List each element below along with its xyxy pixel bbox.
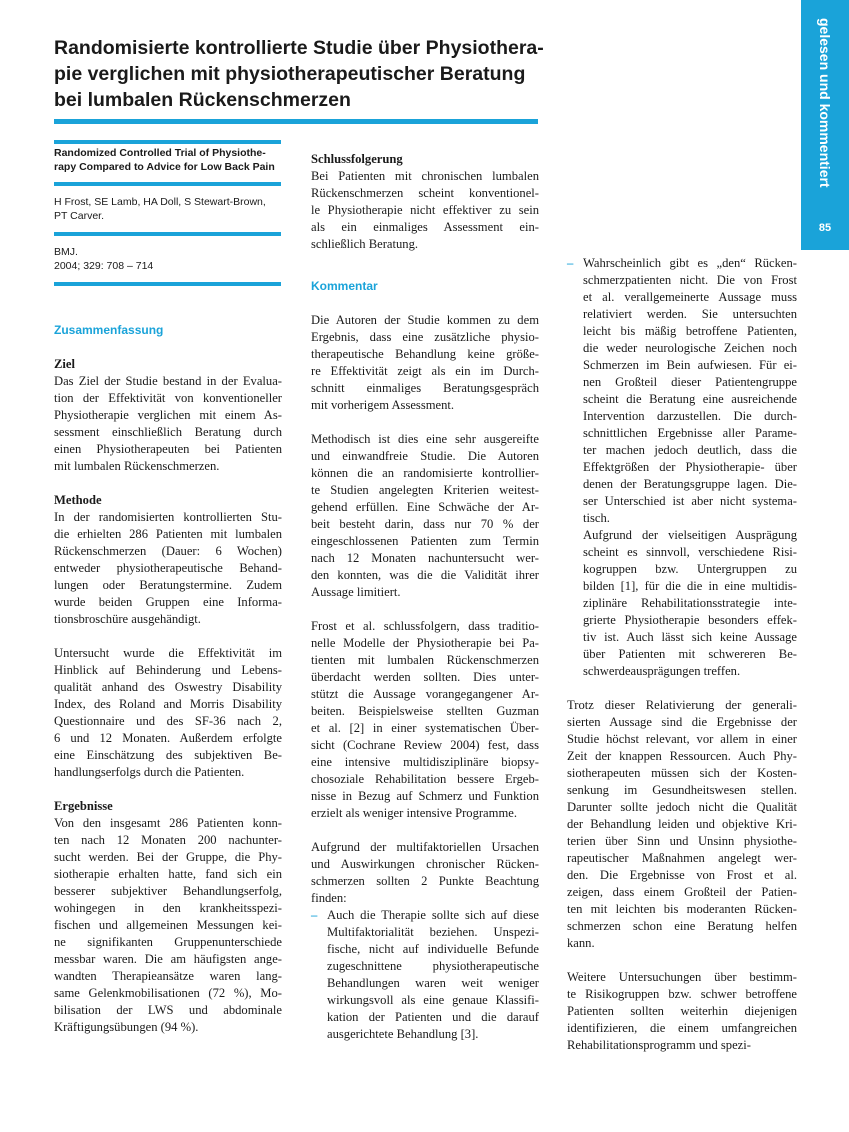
methode-paragraph	[54, 509, 282, 628]
text-line: als ein einmaliges Assessment ein-	[311, 220, 539, 234]
text-line: le Physiotherapie nicht effektiver zu sein	[311, 203, 539, 217]
schlussfolgerung-paragraph	[311, 168, 539, 253]
text-line: gehend erfüllen. Eine Schwäche der Ar-	[311, 500, 539, 514]
methode-heading: Methode	[54, 493, 102, 507]
column-1	[54, 322, 282, 1036]
text-line: erzielt als weniger intensive Programme.	[311, 806, 517, 820]
text-line: In der randomisierten kontrollierten Stu-	[54, 510, 282, 524]
text-line: Das Ziel der Studie bestand in der Evalua-	[54, 374, 282, 388]
text-line: rapeutischer Maßnahmen angelegt wer-	[567, 851, 797, 865]
text-line: Rehabilitationsprogramm und spezi-	[567, 1038, 751, 1052]
text-line: lungen oder Beratungstermine. Zudem	[54, 578, 282, 592]
text-line: schnittlichen Ergebnisse aller Parame-	[583, 426, 797, 440]
kommentar-paragraph-4	[311, 839, 539, 907]
text-line: Physiotherapie verglichen mit einem As-	[54, 408, 282, 422]
bullet-2-continuation	[583, 527, 797, 680]
text-line: rapy Compared to Advice for Low Back Pain	[54, 161, 275, 173]
text-line: re Effektivität zeigt als ein im Durch-	[311, 364, 539, 378]
text-line: ten mit leichten bis moderanten Rücken-	[567, 902, 797, 916]
text-line: Von den insgesamt 286 Patienten konn-	[54, 816, 282, 830]
text-line: tiv ist. Auch lässt sich keine Aussage	[583, 630, 797, 644]
text-line: tisch.	[583, 511, 610, 525]
text-line: die weder neurologische Zeichen noch	[583, 341, 797, 355]
text-line: Schmerzen im Bein aufwiesen. Für ei-	[583, 358, 797, 372]
text-line: 6 und 12 Monaten. Außerdem erfolgte	[54, 731, 282, 745]
text-line: nach 12 Monaten nachuntersucht wer-	[311, 551, 539, 565]
bullet-dash: –	[311, 908, 318, 922]
authors	[54, 195, 284, 223]
text-line: ten nach 12 Monaten 200 nachunter-	[54, 833, 282, 847]
text-line: ne signifikanten Gruppenunterschiede	[54, 935, 282, 949]
article-title	[54, 35, 554, 113]
text-line: chosoziale Rehabilitation bessere Ergeb-	[311, 772, 539, 786]
text-line: te Studien angelegten Kriterien weitest-	[311, 483, 539, 497]
text-line: die erhielten 286 Patienten mit lumbalen	[54, 527, 282, 541]
text-line: tienten mit lumbalen Rückenschmerzen	[311, 653, 539, 667]
text-line: und einwandfreie Studie. Die Autoren	[311, 449, 539, 463]
text-line: Frost et al. schlussfolgern, dass traditio-	[311, 619, 539, 633]
text-line: Effektgrößen der Physiotherapie- über	[583, 460, 797, 474]
text-line: tionsbroschüre ausgehändigt.	[54, 612, 201, 626]
text-line: ausgerichtete Behandlung [3].	[327, 1027, 479, 1041]
text-line: tion der Effektivität von konventioneller	[54, 391, 282, 405]
bullet-item-1	[311, 907, 539, 1043]
text-line: te Risikogruppen bzw. schwer betroffene	[567, 987, 797, 1001]
section-label: gelesen und kommentiert	[817, 18, 833, 188]
text-line: PT Carver.	[54, 210, 104, 222]
english-title	[54, 146, 284, 174]
text-line: stützt die Aussage vorangegangener Ar-	[311, 687, 539, 701]
text-line: nen Großteil dieser Patientengruppe	[583, 375, 797, 389]
text-line: Hinblick auf Behinderung und Lebens-	[54, 663, 282, 677]
text-line: schmerzpatienten nicht. Die von Frost	[583, 273, 797, 287]
text-line: überdacht werden sollten. Dies unter-	[311, 670, 539, 684]
text-line: pie verglichen mit physiotherapeutischer Beratung	[54, 63, 526, 85]
text-line: entweder physiotherapeutische Behand-	[54, 561, 282, 575]
text-line: den. Die Ergebnisse von Frost et al.	[567, 868, 797, 882]
text-line: Intervention darzustellen. Die durch-	[583, 409, 797, 423]
meta-rule-3	[54, 232, 281, 236]
ziel-heading: Ziel	[54, 357, 75, 371]
text-line: sessment einschließlich Beratung durch	[54, 425, 282, 439]
text-line: eingeschlossenen Patienten zum Termin	[311, 534, 539, 548]
kommentar-paragraph-3	[311, 618, 539, 822]
text-line: Wahrscheinlich gibt es „den“ Rücken-	[583, 256, 797, 270]
kommentar-paragraph-5	[567, 697, 797, 952]
bullet-item-2	[567, 255, 797, 680]
text-line: relativiert werden. Sie untersuchten	[583, 307, 797, 321]
text-line: Auch die Therapie sollte sich auf diese	[327, 908, 539, 922]
text-line: Patienten sollten weiterhin diejenigen	[567, 1004, 797, 1018]
summary-heading: Zusammenfassung	[54, 323, 164, 337]
text-line: Rückenschmerzen scheint konventionel-	[311, 186, 539, 200]
text-line: ziplinäre Rehabilitationsstrategie inte-	[583, 596, 797, 610]
text-line: den konnten, was die die Validität ihrer	[311, 568, 539, 582]
text-line: identifizieren, die einem umfangreichen	[567, 1021, 797, 1035]
ergebnisse-paragraph	[54, 815, 282, 1036]
text-line: wohingegen in den krankheitsspezi-	[54, 901, 282, 915]
text-line: handlungserfolgs durch die Patienten.	[54, 765, 245, 779]
text-line: eine Einschätzung des subjektiven Be-	[54, 748, 282, 762]
ziel-paragraph	[54, 373, 282, 475]
text-line: sierten Aussage sind die Ergebnisse der	[567, 715, 797, 729]
text-line: mit vorherigem Assessment.	[311, 398, 455, 412]
text-line: Darunter sollte jedoch nicht die Qualität	[567, 800, 797, 814]
text-line: kogruppen bzw. Untergruppen zu	[583, 562, 797, 576]
text-line: Randomisierte kontrollierte Studie über Physiothera-	[54, 37, 544, 59]
text-line: der Behandlung leiden und objektive Kri-	[567, 817, 797, 831]
text-line: Behandlungen waren weit weniger	[327, 976, 539, 990]
text-line: 2004; 329: 708 – 714	[54, 260, 154, 272]
title-rule	[54, 119, 538, 124]
text-line: schmerzen sollten 2 Punkte Beachtung	[311, 874, 539, 888]
ergebnisse-heading: Ergebnisse	[54, 799, 113, 813]
section-side-tab	[801, 0, 849, 250]
column-2	[311, 151, 539, 1043]
text-line: Aussage limitiert.	[311, 585, 401, 599]
bullet-1-text	[327, 907, 539, 1043]
text-line: mit lumbalen Rückenschmerzen.	[54, 459, 220, 473]
text-line: same Gelenkmobilisationen (72 %), Mo-	[54, 986, 282, 1000]
text-line: wurde beiden Gruppen eine Informa-	[54, 595, 282, 609]
text-line: et al. [2] in einer systematischen Über-	[311, 721, 539, 735]
text-line: fische, nicht auf individuelle Befunde	[327, 942, 539, 956]
text-line: zugeschnittene physiotherapeutische	[327, 959, 539, 973]
text-line: über Patienten mit schwereren Be-	[583, 647, 797, 661]
text-line: beit besteht darin, dass nur 70 % der	[311, 517, 539, 531]
text-line: Bei Patienten mit chronischen lumbalen	[311, 169, 539, 183]
meta-rule-top	[54, 140, 281, 144]
kommentar-heading: Kommentar	[311, 279, 378, 293]
text-line: Kräftigungsübungen (94 %).	[54, 1020, 199, 1034]
text-line: leicht bis mäßig betroffene Patienten,	[583, 324, 797, 338]
column-3	[567, 255, 797, 1054]
text-line: Ergebnis, dass eine zusätzliche physio-	[311, 330, 539, 344]
text-line: scheint die Beratung eine ausreichende	[583, 392, 797, 406]
text-line: wirkungsvoll als eine genaue Klassifi-	[327, 993, 539, 1007]
text-line: kation der Patienten und die darauf	[327, 1010, 539, 1024]
text-line: schnitt einmaliges Beratungsgespräch	[311, 381, 539, 395]
text-line: Weitere Untersuchungen über bestimm-	[567, 970, 797, 984]
methode-paragraph-2	[54, 645, 282, 781]
text-line: schmerzen schon eine Beratung helfen	[567, 919, 797, 933]
text-line: messbar waren. Die am häufigsten ange-	[54, 952, 282, 966]
text-line: senkung im Gesundheitswesen stellen.	[567, 783, 797, 797]
schlussfolgerung-heading: Schlussfolgerung	[311, 152, 403, 166]
text-line: Zeit der knappen Ressourcen. Auch Phy-	[567, 749, 797, 763]
text-line: BMJ.	[54, 246, 78, 258]
kommentar-paragraph-2	[311, 431, 539, 601]
text-line: können die an randomisierte kontrollier-	[311, 466, 539, 480]
text-line: zeigen, dass einem Großteil der Patien-	[567, 885, 797, 899]
text-line: qualität anhand des Oswestry Disability	[54, 680, 282, 694]
text-line: ser Unterschied ist aber nicht systema-	[583, 494, 797, 508]
text-line: denen der Beratungsgruppe lagen. Die-	[583, 477, 797, 491]
text-line: kann.	[567, 936, 595, 950]
text-line: einen Physiotherapeuten bei Patienten	[54, 442, 282, 456]
text-line: schließlich Beratung.	[311, 237, 419, 251]
kommentar-paragraph-6	[567, 969, 797, 1054]
meta-rule-2	[54, 182, 281, 186]
text-line: et al. verallgemeinerte Aussage muss	[583, 290, 797, 304]
text-line: Aufgrund der vielseitigen Ausprägung	[583, 528, 797, 542]
text-line: eine intensive multidisziplinäre biopsy-	[311, 755, 539, 769]
text-line: Studie höchst relevant, vor allem in einer	[567, 732, 797, 746]
text-line: bilden [1], für die die in eine multidis-	[583, 579, 797, 593]
text-line: und Auswirkungen chronischer Rücken-	[311, 857, 539, 871]
text-line: scheint es sinnvoll, verschiedene Risi-	[583, 545, 797, 559]
text-line: nisse in Bezug auf Schmerz und Funktion	[311, 789, 539, 803]
text-line: Untersucht wurde die Effektivität im	[54, 646, 282, 660]
text-line: beiten. Beispielsweise stellten Guzman	[311, 704, 539, 718]
text-line: Die Autoren der Studie kommen zu dem	[311, 313, 539, 327]
text-line: Questionnaire und des SF-36 nach 2,	[54, 714, 282, 728]
meta-rule-bottom	[54, 282, 281, 286]
text-line: bilisation der LWS und abdominale	[54, 1003, 282, 1017]
text-line: therapeutische Behandlung keine größe-	[311, 347, 539, 361]
kommentar-paragraph-1	[311, 312, 539, 414]
text-line: besserer subjektiver Behandlungserfolg,	[54, 884, 282, 898]
text-line: Rückenschmerzen (Dauer: 6 Wochen)	[54, 544, 282, 558]
text-line: Methodisch ist dies eine sehr ausgereifte	[311, 432, 539, 446]
bullet-dash: –	[567, 256, 574, 270]
page-number: 85	[818, 222, 832, 234]
text-line: finden:	[311, 891, 347, 905]
text-line: schwerdeausprägungen treffen.	[583, 664, 741, 678]
text-line: Randomized Controlled Trial of Physiothe-	[54, 147, 266, 159]
text-line: siotherapie erhalten hatte, fand sich ein	[54, 867, 282, 881]
text-line: sucht werden. Bei der Gruppe, die Phy-	[54, 850, 282, 864]
bullet-2-text	[583, 255, 797, 527]
text-line: sicht (Cochrane Review 2004) fest, dass	[311, 738, 539, 752]
text-line: ter machen jedoch deutlich, dass die	[583, 443, 797, 457]
text-line: bei lumbalen Rückenschmerzen	[54, 89, 351, 111]
text-line: terien über Sinn und Unsinn physiothe-	[567, 834, 797, 848]
text-line: nelle Modelle der Physiotherapie bei Pa-	[311, 636, 539, 650]
text-line: fischen und allgemeinen Messungen kei-	[54, 918, 282, 932]
text-line: Multifaktorialität beziehen. Unspezi-	[327, 925, 539, 939]
journal-reference	[54, 245, 284, 273]
text-line: grierte Physiotherapie besonders effek-	[583, 613, 797, 627]
text-line: H Frost, SE Lamb, HA Doll, S Stewart-Brown,	[54, 196, 266, 208]
text-line: Aufgrund der multifaktoriellen Ursachen	[311, 840, 539, 854]
text-line: siotherapeuten müssen sich der Kosten-	[567, 766, 797, 780]
text-line: wandten Therapieansätze waren lang-	[54, 969, 282, 983]
text-line: Index, des Roland and Morris Disability	[54, 697, 282, 711]
text-line: Trotz dieser Relativierung der generali-	[567, 698, 797, 712]
